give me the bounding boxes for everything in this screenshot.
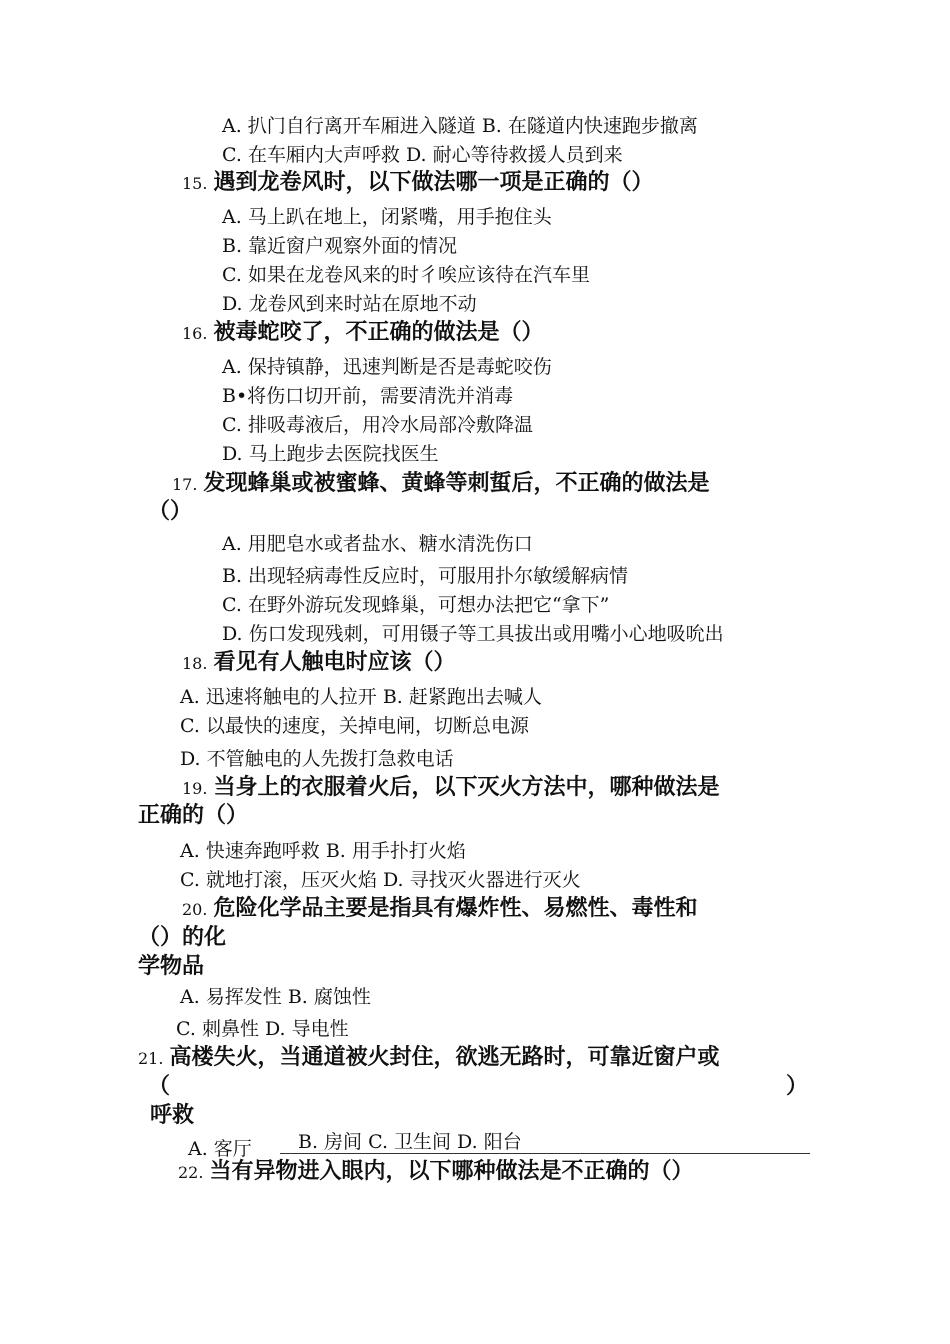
question-number: 16. — [182, 324, 208, 343]
question-number: 22. — [178, 1163, 204, 1182]
q15-option-d: D. 龙卷风到来时站在原地不动 — [222, 293, 477, 315]
q18-options-ab: A. 迅速将触电的人拉开 B. 赶紧跑出去喊人 — [180, 686, 542, 708]
q21-option-a: A. 客厅 — [188, 1138, 252, 1160]
question-21-blank-close: ） — [786, 1074, 809, 1099]
underline-rule — [280, 1153, 810, 1154]
question-17-continuation: （） — [148, 499, 193, 524]
question-number: 21. — [138, 1049, 164, 1068]
q21-options-bcd: B. 房间 C. 卫生间 D. 阳台 — [298, 1131, 522, 1153]
question-text: 发现蜂巢或被蜜蜂、黄蜂等刺蜇后，不正确的做法是 — [203, 471, 710, 496]
question-text: 当有异物进入眼内，以下哪种做法是不正确的（） — [209, 1159, 694, 1184]
q16-option-c: C. 排吸毒液后，用冷水局部冷敷降温 — [222, 414, 533, 436]
question-text: 危险化学品主要是指具有爆炸性、易燃性、毒性和 — [213, 896, 698, 921]
question-21 — [138, 1044, 719, 1073]
question-19-continuation: 正确的（） — [138, 803, 249, 828]
question-number: 15. — [182, 174, 208, 193]
question-text: 高楼失火，当通道被火封住，欲逃无路时，可靠近窗户或 — [169, 1045, 720, 1070]
question-text: 当身上的衣服着火后，以下灭火方法中，哪种做法是 — [213, 775, 720, 800]
question-18 — [182, 649, 455, 678]
q18-option-d: D. 不管触电的人先拨打急救电话 — [180, 748, 454, 770]
question-20 — [182, 895, 697, 924]
question-21-continuation: 呼救 — [150, 1103, 195, 1128]
question-22 — [178, 1158, 693, 1187]
q16-option-a: A. 保持镇静，迅速判断是否是毒蛇咬伤 — [222, 356, 552, 378]
question-20-continuation-1: （）的化 — [138, 925, 227, 950]
question-number: 19. — [182, 779, 208, 798]
q17-option-b: B. 出现轻病毒性反应时，可服用扑尔敏缓解病情 — [222, 565, 629, 587]
question-number: 17. — [172, 475, 198, 494]
q17-option-c: C. 在野外游玩发现蜂巢，可想办法把它“拿下” — [222, 594, 610, 616]
question-number: 20. — [182, 900, 208, 919]
q19-options-cd: C. 就地打滚，压灭火焰 D. 寻找灭火器进行灭火 — [180, 869, 581, 891]
q14-options-ab: A. 扒门自行离开车厢进入隧道 B. 在隧道内快速跑步撤离 — [222, 115, 698, 137]
q14-options-cd: C. 在车厢内大声呼救 D. 耐心等待救援人员到来 — [222, 144, 623, 166]
question-15 — [182, 169, 653, 198]
question-text: 被毒蛇咬了，不正确的做法是（） — [213, 320, 544, 345]
question-17 — [172, 470, 709, 499]
q15-option-b: B. 靠近窗户观察外面的情况 — [222, 235, 458, 257]
q18-option-c: C. 以最快的速度，关掉电闸，切断总电源 — [180, 715, 529, 737]
question-21-blank-open: （ — [148, 1074, 171, 1099]
q17-option-a: A. 用肥皂水或者盐水、糖水清洗伤口 — [222, 533, 533, 555]
question-text: 遇到龙卷风时，以下做法哪一项是正确的（） — [213, 170, 654, 195]
q16-option-d: D. 马上跑步去医院找医生 — [222, 443, 439, 465]
question-number: 18. — [182, 654, 208, 673]
q15-option-a: A. 马上趴在地上，闭紧嘴，用手抱住头 — [222, 206, 552, 228]
q20-options-ab: A. 易挥发性 B. 腐蚀性 — [180, 986, 371, 1008]
question-19 — [182, 774, 719, 803]
q20-options-cd: C. 刺鼻性 D. 导电性 — [176, 1018, 349, 1040]
q17-option-d: D. 伤口发现残刺，可用镊子等工具拔出或用嘴小心地吸吮出 — [222, 623, 724, 645]
question-text: 看见有人触电时应该（） — [213, 650, 456, 675]
question-20-continuation-2: 学物品 — [138, 954, 205, 979]
question-16 — [182, 319, 543, 348]
q19-options-ab: A. 快速奔跑呼救 B. 用手扑打火焰 — [180, 840, 466, 862]
q16-option-b: B•将伤口切开前，需要清洗并消毒 — [222, 385, 514, 407]
q15-option-c: C. 如果在龙卷风来的时彳唉应该待在汽车里 — [222, 264, 590, 286]
